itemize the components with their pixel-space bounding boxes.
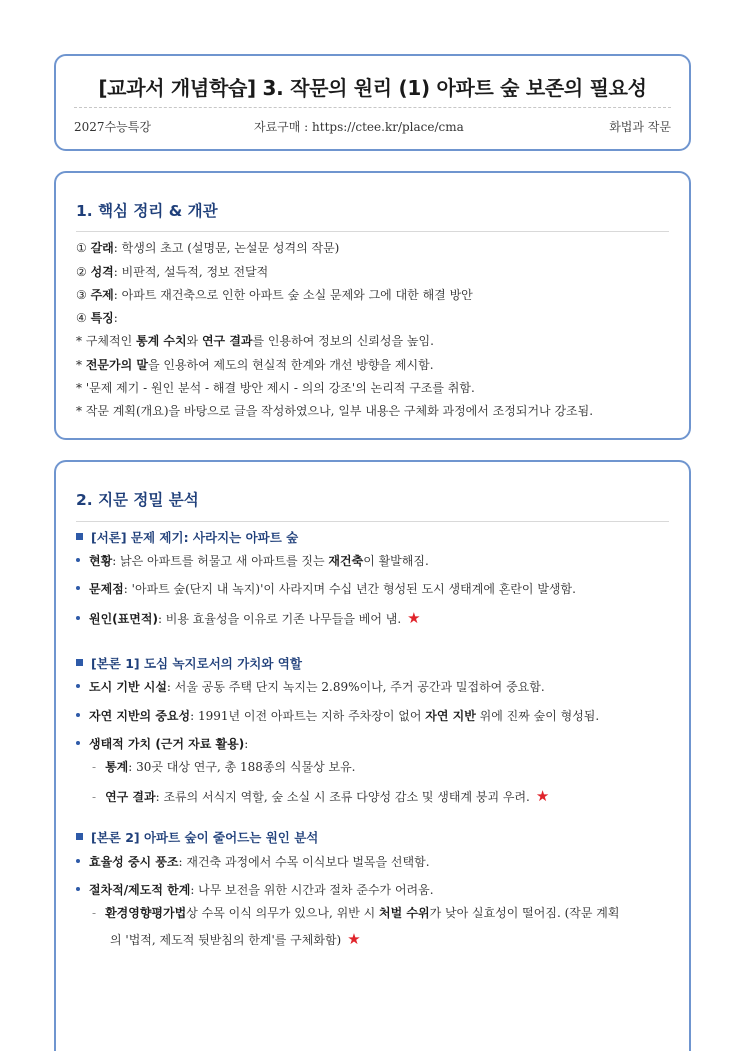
summary-item [76, 263, 669, 280]
analysis-title: 2. 지문 정밀 분석 [76, 491, 199, 509]
item-key: 성격 [90, 265, 114, 279]
star-icon: ★ [535, 787, 550, 805]
summary-title: 1. 핵심 정리 & 개관 [76, 202, 218, 220]
item-key: 주제 [90, 288, 114, 302]
item-number: ④ [76, 311, 87, 325]
star-icon: ★ [407, 609, 421, 627]
item-text: : 학생의 초고 (설명문, 논설문 성격의 작문) [113, 241, 340, 255]
summary-item [76, 239, 669, 256]
item-number: ② [76, 265, 87, 279]
summary-item [76, 309, 669, 326]
document-title: [교과서 개념학습] 3. 작문의 원리 (1) 아파트 숲 보존의 필요성 [98, 76, 647, 100]
title-divider [74, 107, 671, 108]
square-bullet-icon [76, 659, 83, 666]
feature-line: * 전문가의 말을 인용하여 제도의 현실적 한계와 개선 방향을 제시함. [76, 358, 434, 372]
body1-sub-statistics: - 통계: 30곳 대상 연구, 총 188종의 식물상 보유. [92, 760, 356, 774]
dot-bullet-icon [76, 887, 80, 891]
summary-card [54, 171, 691, 440]
body2-sub-law: - 환경영향평가법상 수목 이식 의무가 있으나, 위반 시 처벌 수위가 낮아 실효성이 떨어짐. (작문 계획 [92, 906, 620, 920]
body2-bullet-efficiency: 효율성 중시 풍조: 재건축 과정에서 수목 이식보다 벌목을 선택함. [76, 853, 669, 870]
body2-sub-law-continued: 의 '법적, 제도적 뒷받침의 한계'를 구체화함) ★ [110, 930, 361, 948]
item-key: 특징 [90, 311, 114, 325]
dot-bullet-icon [76, 616, 80, 620]
square-bullet-icon [76, 833, 83, 840]
star-icon: ★ [347, 930, 361, 948]
body1-bullet-ecology: 생태적 가치 (근거 자료 활용): [76, 735, 669, 752]
intro-bullet-problem: 문제점: '아파트 숲(단지 내 녹지)'이 사라지며 수십 년간 형성된 도시 생태계에 혼란이 발생함. [76, 580, 669, 597]
intro-heading: [서론] 문제 제기: 사라지는 아파트 숲 [76, 528, 298, 546]
dot-bullet-icon [76, 859, 80, 863]
item-number: ③ [76, 288, 87, 302]
body1-bullet-infra: 도시 기반 시설: 서울 공동 주택 단지 녹지는 2.89%이나, 주거 공간과 밀접하여 중요함. [76, 678, 669, 695]
header-purchase-link[interactable]: 자료구매 : https://ctee.kr/place/cma [254, 120, 464, 134]
body2-bullet-procedure: 절차적/제도적 한계: 나무 보전을 위한 시간과 절차 준수가 어려움. [76, 881, 669, 898]
header-card [54, 54, 691, 151]
item-text: : 아파트 재건축으로 인한 아파트 숲 소실 문제와 그에 대한 해결 방안 [113, 288, 473, 302]
intro-bullet-status: 현황: 낡은 아파트를 허물고 새 아파트를 짓는 재건축이 활발해짐. [76, 552, 669, 569]
analysis-card [54, 460, 691, 1051]
header-subject: 화법과 작문 [609, 120, 671, 134]
header-course: 2027수능특강 [74, 120, 151, 134]
item-key: 갈래 [90, 241, 114, 255]
square-bullet-icon [76, 533, 83, 540]
body1-bullet-ground: 자연 지반의 중요성: 1991년 이전 아파트는 지하 주차장이 없어 자연 지반 위에 진짜 숲이 형성됨. [76, 707, 669, 724]
dot-bullet-icon [76, 684, 80, 688]
item-text: : 비판적, 설득적, 정보 전달적 [113, 265, 269, 279]
feature-line: * 작문 계획(개요)을 바탕으로 글을 작성하였으나, 일부 내용은 구체화 과정에서 조정되거나 강조됨. [76, 404, 594, 418]
dot-bullet-icon [76, 558, 80, 562]
analysis-divider [76, 521, 669, 522]
dot-bullet-icon [76, 741, 80, 745]
feature-line: * '문제 제기 - 원인 분석 - 해결 방안 제시 - 의의 강조'의 논리적 구조를 취함. [76, 381, 475, 395]
dot-bullet-icon [76, 713, 80, 717]
body2-heading: [본론 2] 아파트 숲이 줄어드는 원인 분석 [76, 828, 318, 846]
body1-heading: [본론 1] 도심 녹지로서의 가치와 역할 [76, 654, 302, 672]
body1-sub-research: - 연구 결과: 조류의 서식지 역할, 숲 소실 시 조류 다양성 감소 및 생태계 붕괴 우려. ★ [92, 787, 550, 805]
summary-item [76, 286, 669, 303]
summary-divider [76, 231, 669, 232]
feature-line: * 구체적인 통계 수치와 연구 결과를 인용하여 정보의 신뢰성을 높임. [76, 334, 434, 348]
item-text: : [113, 311, 118, 325]
dot-bullet-icon [76, 586, 80, 590]
intro-bullet-cause: 원인(표면적): 비용 효율성을 이유로 기존 나무들을 베어 냄. ★ [76, 609, 669, 627]
item-number: ① [76, 241, 87, 255]
